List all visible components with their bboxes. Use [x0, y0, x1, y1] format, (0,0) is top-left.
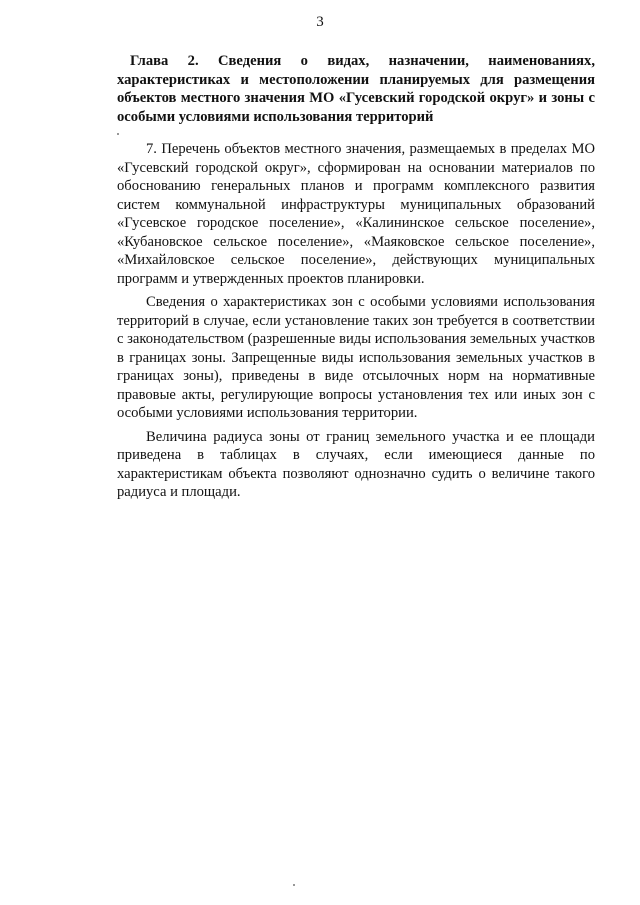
chapter-heading: Глава 2. Сведения о видах, назначении, наименованиях, характеристиках и местоположении планируемых для размещения объектов местного значения МО «Гусевский городской округ» и зоны с особыми условиями использования территорий	[117, 53, 595, 125]
scan-speck	[117, 133, 119, 135]
paragraph-special-zones: Сведения о характеристиках зон с особыми условиями использования территорий в случае, если установление таких зон требуется в соответствии с законодательством (разрешенные виды использования земельных участков в границах зоны. Запрещенные виды использования земельных участков в границах зоны), приведены в виде отсылочных норм на нормативные правовые акты, регулирующие вопросы установления тех или иных зон с особыми условиями использования территории.	[117, 294, 595, 421]
paragraph-objects-list: 7. Перечень объектов местного значения, размещаемых в пределах МО «Гусевский городской округ», сформирован на основании материалов по обоснованию генеральных планов и программ комплексного развития систем коммунальной инфраструктуры муниципальных образований «Гусевское городское поселение», «Калининское сельское поселение», «Кубановское сельское поселение», «Маяковское сельское поселение», «Михайловское сельское поселение», действующих муниципальных программ и утвержденных проектов планировки.	[117, 141, 595, 287]
paragraph-zone-radius: Величина радиуса зоны от границ земельного участка и ее площади приведена в таблицах в случаях, если имеющиеся данные по характеристикам объекта позволяют однозначно судить о величине такого радиуса и площади.	[117, 428, 595, 500]
body-text	[117, 140, 595, 507]
scan-speck	[293, 884, 295, 886]
page-number: 3	[316, 14, 324, 30]
